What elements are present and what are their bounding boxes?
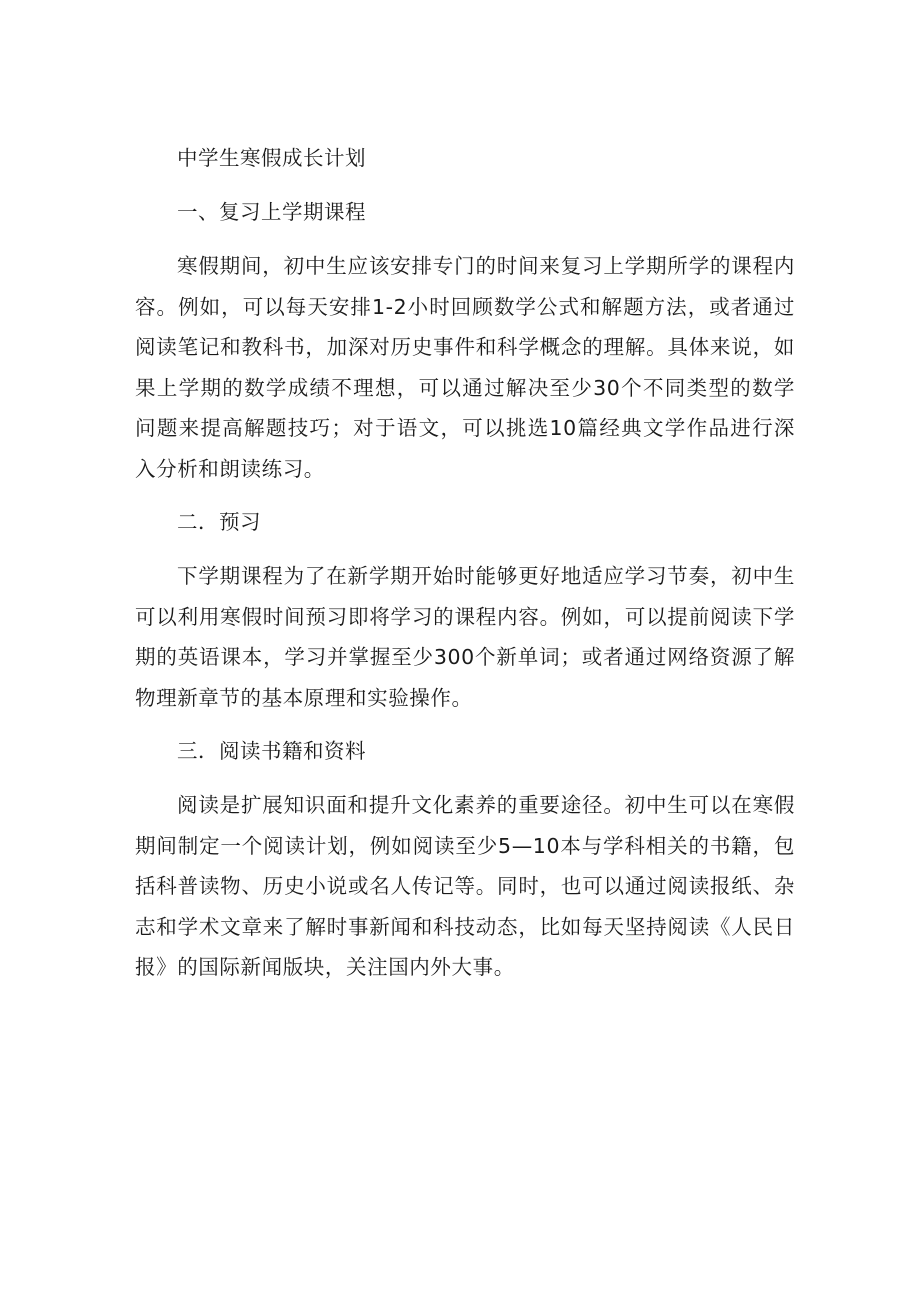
document-body [135, 138, 795, 1001]
section-1-heading: 一、复习上学期课程 [177, 200, 366, 224]
section-2-paragraph: 下学期课程为了在新学期开始时能够更好地适应学习节奏，初中生可以利用寒假时间预习即将学习的课程内容。例如，可以提前阅读下学期的英语课本，学习并掌握至少300个新单词；或者通过网络资源了解物理新章节的基本原理和实验操作。 [135, 564, 795, 710]
section-3-paragraph: 阅读是扩展知识面和提升文化素养的重要途径。初中生可以在寒假期间制定一个阅读计划，例如阅读至少5—10本与学科相关的书籍，包括科普读物、历史小说或名人传记等。同时，也可以通过阅读报纸、杂志和学术文章来了解时事新闻和科技动态，比如每天坚持阅读《人民日报》的国际新闻版块，关注国内外大事。 [135, 793, 795, 979]
section-1-paragraph: 寒假期间，初中生应该安排专门的时间来复习上学期所学的课程内容。例如，可以每天安排1-2小时回顾数学公式和解题方法，或者通过阅读笔记和教科书，加深对历史事件和科学概念的理解。具体来说，如果上学期的数学成绩不理想，可以通过解决至少30个不同类型的数学问题来提高解题技巧；对于语文，可以挑选10篇经典文学作品进行深入分析和朗读练习。 [135, 254, 795, 481]
section-3-heading: 三．阅读书籍和资料 [177, 739, 366, 763]
section-2-heading: 二．预习 [177, 510, 261, 534]
document-title: 中学生寒假成长计划 [177, 146, 366, 170]
